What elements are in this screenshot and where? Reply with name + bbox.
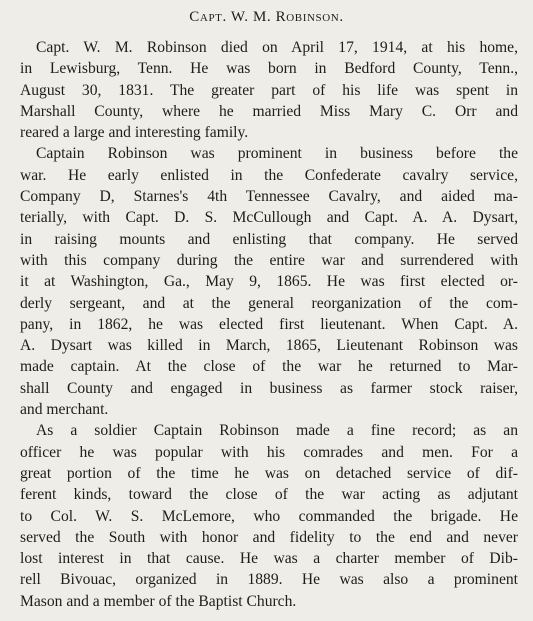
text-line: in Lewisburg, Tenn. He was born in Bedford County, Tenn., (20, 60, 518, 78)
paragraph-1 (20, 37, 518, 143)
text-line: terially, with Capt. D. S. McCullough and Capt. A. A. Dysart, (20, 209, 518, 227)
text-line: ferent kinds, toward the close of the war acting as adjutant (20, 486, 518, 504)
text-line: and merchant. (20, 401, 109, 419)
text-line: war. He early enlisted in the Confederate cavalry service, (20, 166, 518, 184)
article-body (20, 37, 518, 612)
paragraph-2 (20, 143, 518, 420)
text-line: pany, in 1862, he was elected first lieutenant. When Capt. A. (20, 315, 518, 333)
text-line: shall County and engaged in business as farmer stock raiser, (20, 379, 518, 397)
text-line: made captain. At the close of the war he returned to Mar- (20, 358, 518, 376)
text-line: it at Washington, Ga., May 9, 1865. He was first elected or- (20, 273, 518, 291)
text-line: great portion of the time he was on detached service of dif- (20, 464, 518, 482)
text-line: August 30, 1831. The greater part of his life was spent in (20, 81, 518, 99)
text-line: A. Dysart was killed in March, 1865, Lieutenant Robinson was (20, 337, 518, 355)
text-line: As a soldier Captain Robinson made a fine record; as an (36, 422, 518, 440)
text-line: Company D, Starnes's 4th Tennessee Cavalry, and aided ma- (20, 188, 518, 206)
text-line: reared a large and interesting family. (20, 124, 249, 142)
text-line: lost interest in that cause. He was a charter member of Dib- (20, 550, 518, 568)
text-line: derly sergeant, and at the general reorganization of the com- (20, 294, 518, 312)
text-line: rell Bivouac, organized in 1889. He was also a prominent (20, 571, 518, 589)
article-title: Capt. W. M. Robinson. (189, 9, 344, 25)
text-line: Mason and a member of the Baptist Church. (20, 592, 297, 610)
text-line: officer he was popular with his comrades and men. For a (20, 443, 518, 461)
paragraph-3 (20, 420, 518, 612)
text-line: to Col. W. S. McLemore, who commanded the brigade. He (20, 507, 518, 525)
text-line: in raising mounts and enlisting that company. He served (20, 230, 518, 248)
text-line: with this company during the entire war and surrendered with (20, 251, 518, 269)
text-line: Marshall County, where he married Miss Mary C. Orr and (20, 102, 518, 120)
text-line: Captain Robinson was prominent in business before the (36, 145, 518, 163)
text-line: Capt. W. M. Robinson died on April 17, 1914, at his home, (36, 39, 518, 56)
text-line: served the South with honor and fidelity to the end and never (20, 528, 518, 546)
